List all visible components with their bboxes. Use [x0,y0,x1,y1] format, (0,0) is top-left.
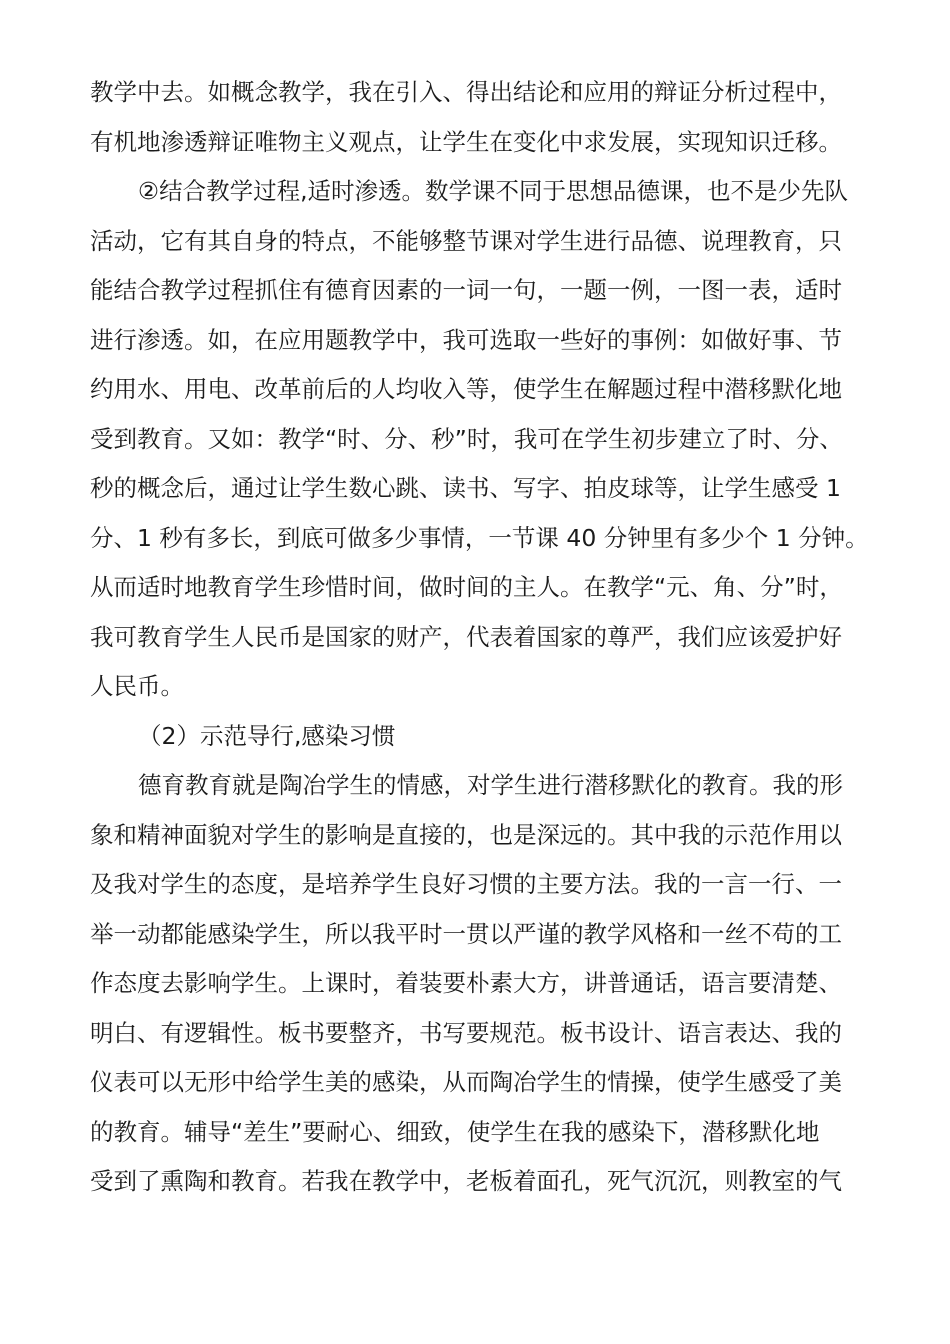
text-line: 举一动都能感染学生，所以我平时一贯以严谨的教学风格和一丝不苟的工 [90,919,842,948]
text-line: 能结合教学过程抓住有德育因素的一词一句，一题一例，一图一表，适时 [90,276,842,304]
text-line: 受到了熏陶和教育。若我在教学中，老板着面孔，死气沉沉，则教室的气 [90,1167,842,1195]
text-line: 受到教育。又如：教学“时、分、秒”时，我可在学生初步建立了时、分、 [90,424,843,453]
body-text [90,68,880,1207]
text-line: 秒的概念后，通过让学生数心跳、读书、写字、拍皮球等，让学生感受 1 [90,474,841,502]
text-line: 分、1 秒有多长，到底可做多少事情，一节课 40 分钟里有多少个 1 分钟。 [90,523,869,552]
text-line: 进行渗透。如，在应用题教学中，我可选取一些好的事例：如做好事、节 [90,325,842,354]
paragraph-start-line: 德育教育就是陶冶学生的情感，对学生进行潜移默化的教育。我的形 [138,771,843,799]
text-line: 我可教育学生人民币是国家的财产，代表着国家的尊严，我们应该爱护好 [90,622,842,651]
text-line: 活动，它有其自身的特点，不能够整节课对学生进行品德、说理教育，只 [90,226,842,255]
text-line: 象和精神面貌对学生的影响是直接的，也是深远的。其中我的示范作用以 [90,820,842,849]
text-line: 人民币。 [90,672,184,700]
text-line: 的教育。辅导“差生”要耐心、细致，使学生在我的感染下，潜移默化地 [90,1117,820,1146]
text-line: 教学中去。如概念教学，我在引入、得出结论和应用的辩证分析过程中， [90,78,842,106]
text-line: 作态度去影响学生。上课时，着装要朴素大方，讲普通话，语言要清楚、 [90,969,842,997]
text-line: 有机地渗透辩证唯物主义观点，让学生在变化中求发展，实现知识迁移。 [90,127,842,156]
text-line: 仪表可以无形中给学生美的感染，从而陶冶学生的情操，使学生感受了美 [90,1068,842,1096]
section-heading: （2）示范导行,感染习惯 [138,721,396,750]
text-line: 及我对学生的态度，是培养学生良好习惯的主要方法。我的一言一行、一 [90,870,842,898]
paragraph-start-line: ②结合教学过程,适时渗透。数学课不同于思想品德课，也不是少先队 [138,177,849,205]
text-line: 约用水、用电、改革前后的人均收入等，使学生在解题过程中潜移默化地 [90,375,842,403]
text-line: 从而适时地教育学生珍惜时间，做时间的主人。在教学“元、角、分”时， [90,573,843,601]
text-line: 明白、有逻辑性。板书要整齐，书写要规范。板书设计、语言表达、我的 [90,1018,842,1047]
